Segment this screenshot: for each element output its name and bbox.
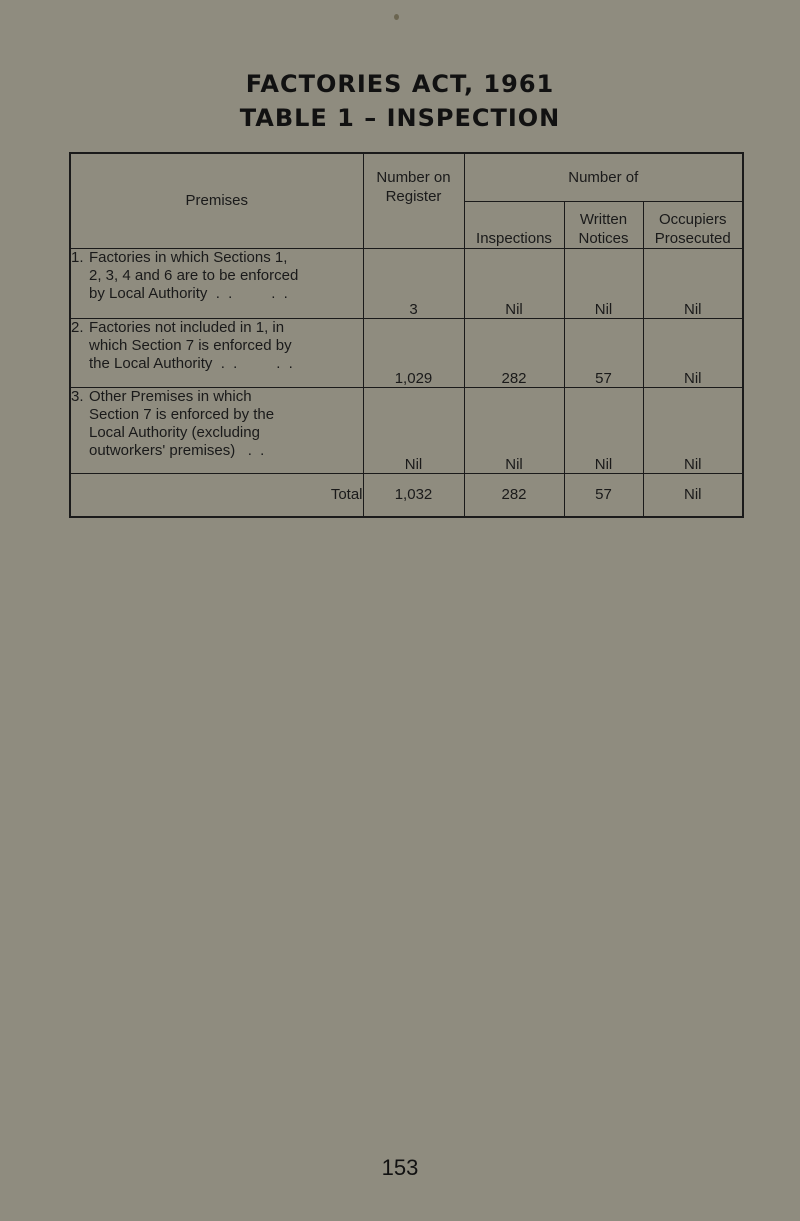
cell-register: 3 <box>363 248 464 318</box>
description-line: Section 7 is enforced by the <box>89 405 275 423</box>
cell-inspections: 282 <box>464 318 564 387</box>
header-written-line2: Notices <box>578 229 629 247</box>
header-occupiers-prosecuted <box>643 201 743 248</box>
description-line: Factories not included in 1, in <box>89 318 285 336</box>
table-row <box>70 387 743 473</box>
header-inspections-label: Inspections <box>476 229 552 247</box>
header-row <box>70 153 743 201</box>
row-premises-description <box>70 318 363 387</box>
cell-register: Nil <box>363 387 464 473</box>
row-number: 1. <box>71 248 84 266</box>
total-row <box>70 473 743 517</box>
row-premises-description <box>70 248 363 318</box>
table-row <box>70 318 743 387</box>
description-line: the Local Authority <box>89 354 213 372</box>
total-occupiers-prosecuted: Nil <box>643 473 743 517</box>
leader-dots: . . <box>247 441 267 459</box>
table-row <box>70 248 743 318</box>
header-prosecuted-line2: Prosecuted <box>654 229 731 247</box>
header-premises-label: Premises <box>185 192 248 210</box>
header-inspections <box>464 201 564 248</box>
total-written-notices: 57 <box>564 473 643 517</box>
inspection-table <box>69 152 744 518</box>
header-premises <box>70 153 363 248</box>
row-number: 2. <box>71 318 84 336</box>
total-label: Total <box>70 473 363 517</box>
row-premises-description <box>70 387 363 473</box>
cell-written-notices: Nil <box>564 387 643 473</box>
description-line: outworkers' premises) <box>89 441 236 459</box>
description-line: Local Authority (excluding <box>89 423 260 441</box>
description-line: 2, 3, 4 and 6 are to be enforced <box>89 266 299 284</box>
cell-register: 1,029 <box>363 318 464 387</box>
page-title: FACTORIES ACT, 1961 <box>245 70 555 98</box>
row-number: 3. <box>71 387 84 405</box>
header-number-of-label: Number of <box>568 168 639 186</box>
leader-dots: . . . . <box>220 354 295 372</box>
total-inspections: 282 <box>464 473 564 517</box>
description-line: which Section 7 is enforced by <box>89 336 292 354</box>
header-register-line2: Register <box>385 188 442 205</box>
cell-occupiers-prosecuted: Nil <box>643 318 743 387</box>
header-number-of <box>464 153 743 201</box>
header-number-on-register <box>363 153 464 248</box>
cell-occupiers-prosecuted: Nil <box>643 387 743 473</box>
page-number: 153 <box>381 1155 419 1180</box>
description-line: Other Premises in which <box>89 387 252 405</box>
cell-written-notices: Nil <box>564 248 643 318</box>
table-title: TABLE 1 – INSPECTION <box>239 104 561 132</box>
paper-speck <box>394 14 399 20</box>
cell-written-notices: 57 <box>564 318 643 387</box>
description-line: Factories in which Sections 1, <box>89 248 288 266</box>
cell-inspections: Nil <box>464 387 564 473</box>
header-written-line1: Written <box>579 210 628 228</box>
header-written-notices <box>564 201 643 248</box>
description-line: by Local Authority <box>89 284 208 302</box>
total-register: 1,032 <box>363 473 464 517</box>
header-register-line1: Number on <box>376 169 451 186</box>
header-prosecuted-line1: Occupiers <box>658 210 727 228</box>
cell-occupiers-prosecuted: Nil <box>643 248 743 318</box>
leader-dots: . . . . <box>215 284 290 302</box>
cell-inspections: Nil <box>464 248 564 318</box>
